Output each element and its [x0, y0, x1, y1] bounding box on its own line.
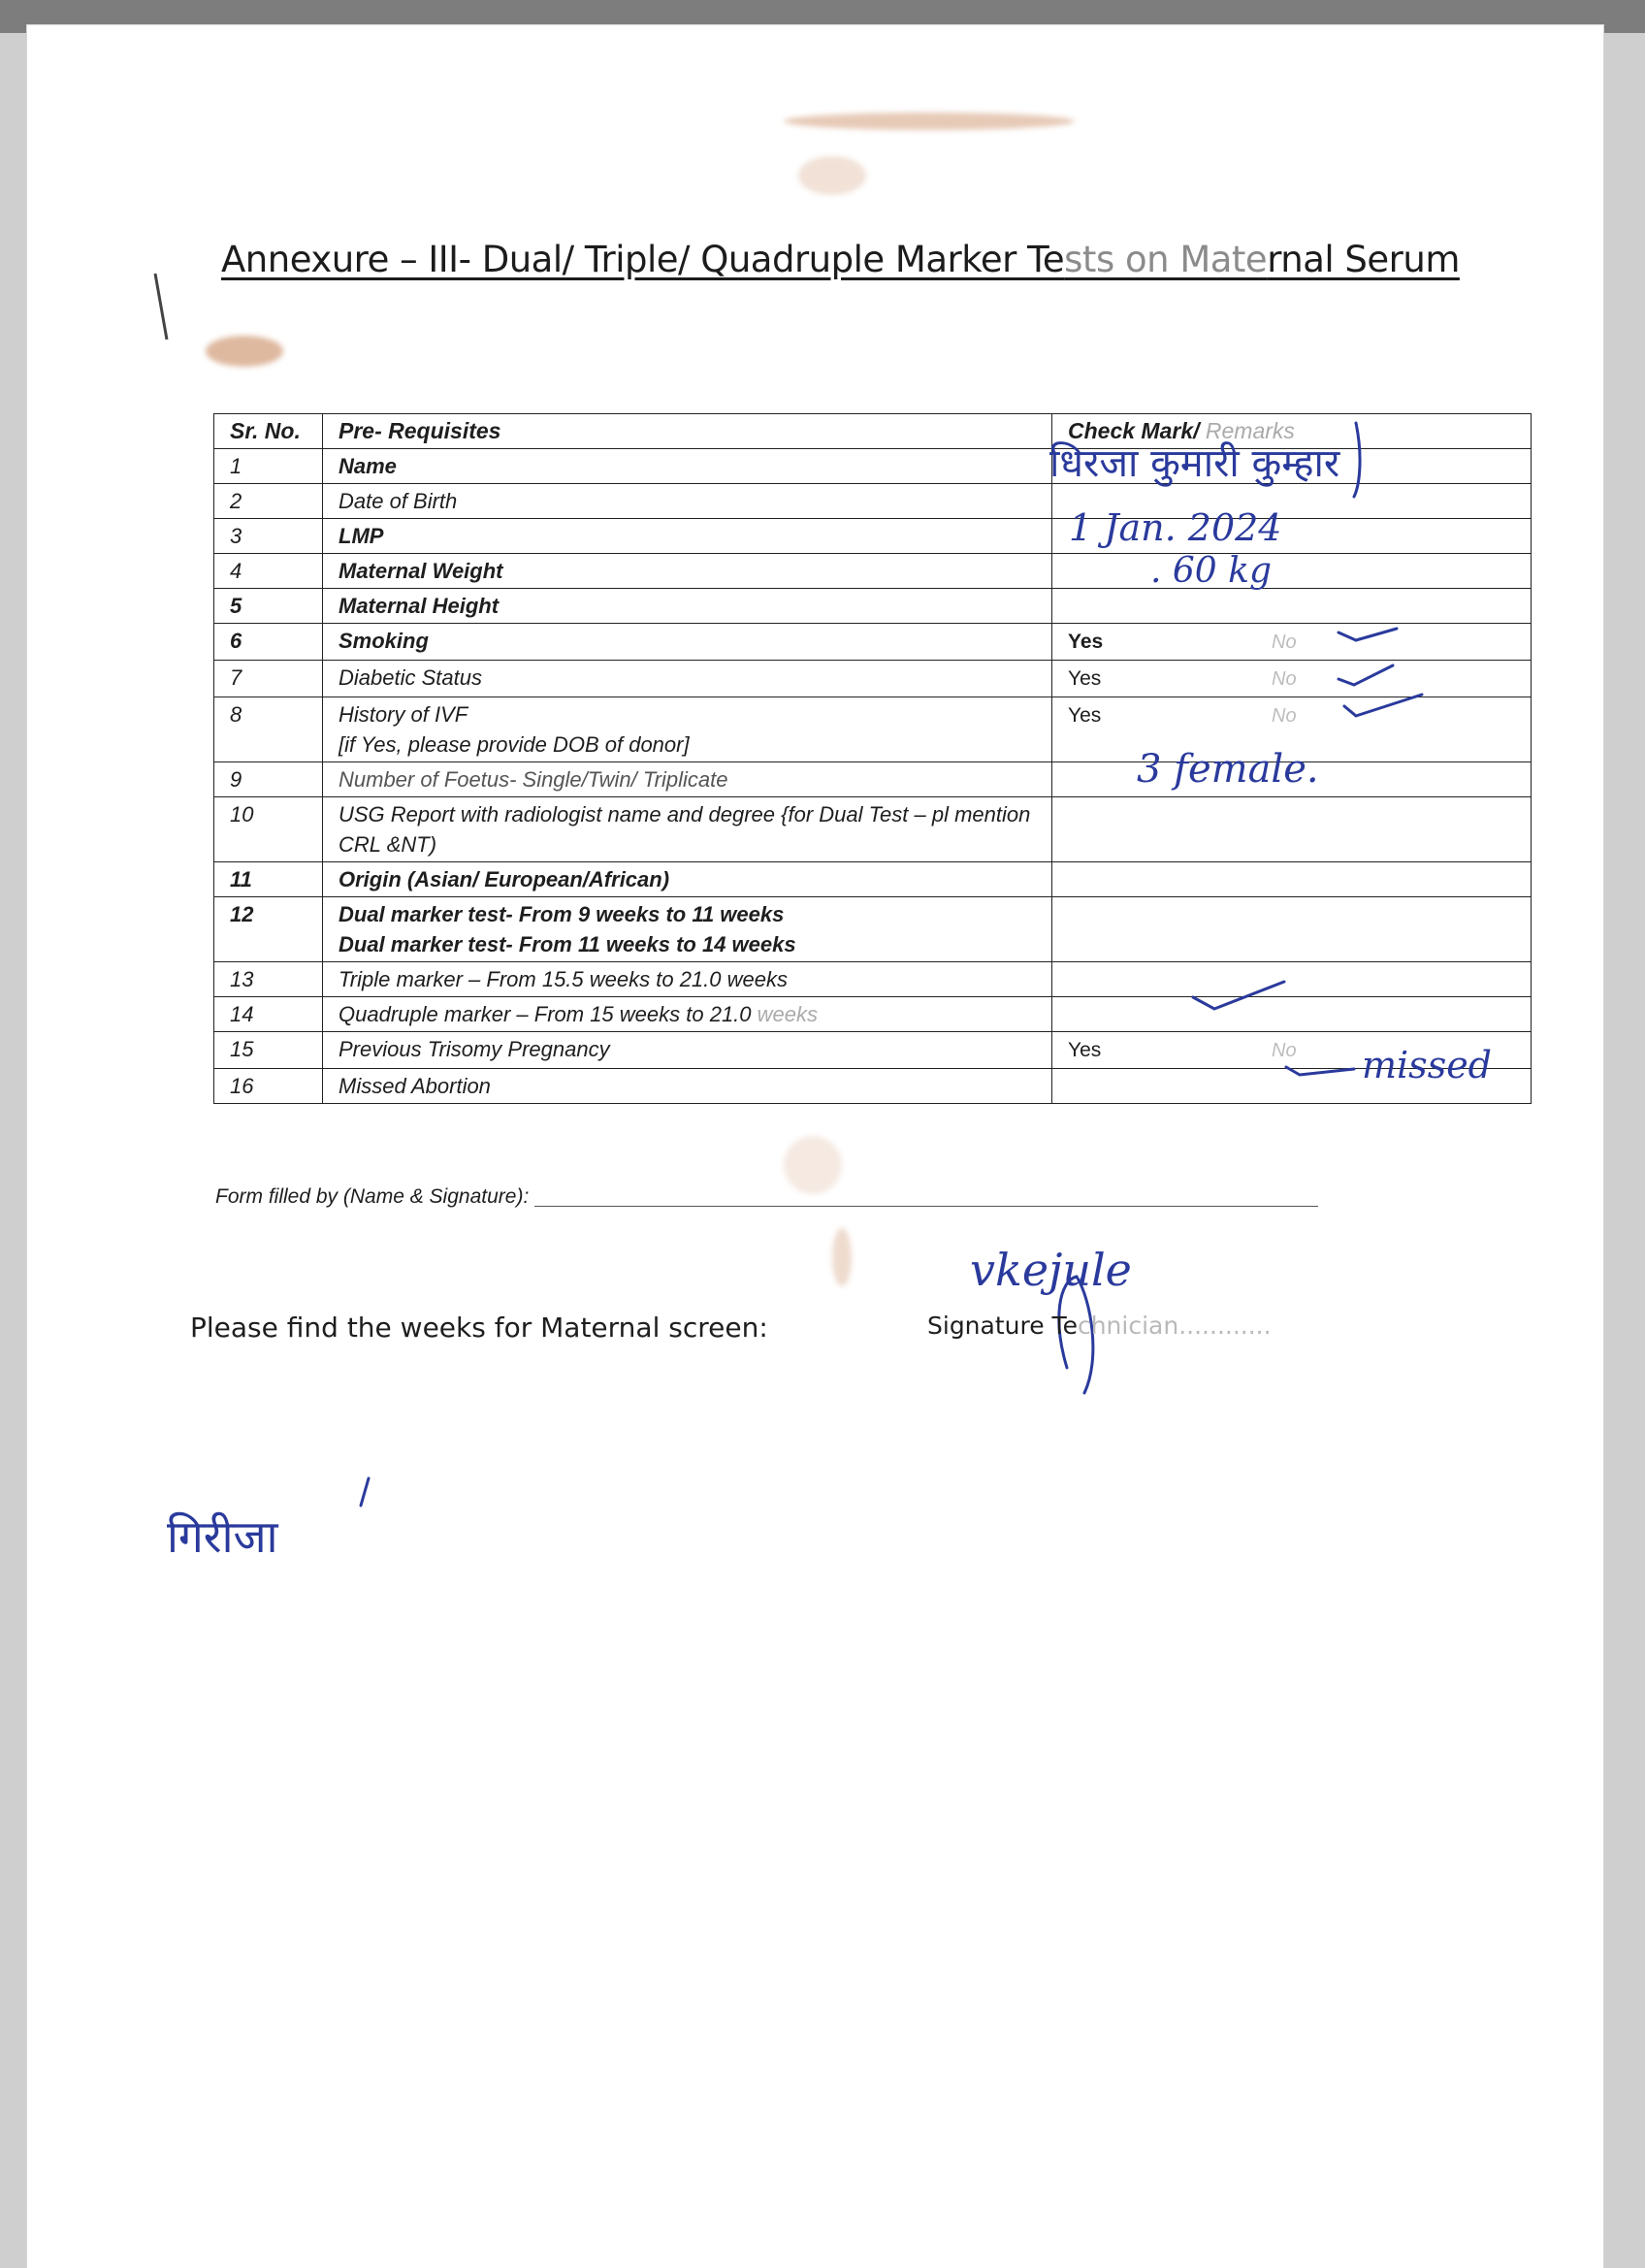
ink-stroke: [1354, 423, 1360, 497]
check-mark-icon: [1339, 629, 1397, 640]
table-row: 4 Maternal Weight: [214, 554, 1532, 589]
table-row: 1 Name: [214, 449, 1532, 484]
table-row: 6 Smoking Yes No: [214, 624, 1532, 661]
signature-line: [534, 1206, 1318, 1207]
weeks-label: Please find the weeks for Maternal screen:: [190, 1312, 768, 1344]
ink-stroke: [361, 1478, 369, 1506]
signature-technician: Signature Technician............: [927, 1312, 1272, 1340]
table-row: 13 Triple marker – From 15.5 weeks to 21.0 weeks: [214, 962, 1532, 997]
table-row: 11 Origin (Asian/ European/African): [214, 862, 1532, 897]
pencil-mark: [155, 274, 167, 340]
table-row: 16 Missed Abortion: [214, 1069, 1532, 1104]
handwritten-weight: . 60 kg: [1150, 551, 1272, 591]
handwritten-missed: missed: [1362, 1044, 1493, 1086]
table-row: 10 USG Report with radiologist name and degree {for Dual Test – pl mention CRL &NT): [214, 797, 1532, 862]
table-row: 8 History of IVF [if Yes, please provide DOB of donor] Yes No: [214, 697, 1532, 762]
header-sr-no: Sr. No.: [214, 414, 323, 449]
table-row: 5 Maternal Height: [214, 589, 1532, 624]
table-row: 14 Quadruple marker – From 15 weeks to 21.0 weeks: [214, 997, 1532, 1032]
check-mark-icon: [1339, 665, 1393, 685]
header-check-mark: Check Mark/ Remarks: [1052, 414, 1532, 449]
technician-signature: vkejule: [970, 1244, 1132, 1296]
table-row: 3 LMP: [214, 519, 1532, 554]
form-filled-by: Form filled by (Name & Signature):: [215, 1185, 1318, 1209]
table-row: 2 Date of Birth: [214, 484, 1532, 519]
handwritten-lmp: 1 Jan. 2024: [1069, 506, 1282, 549]
table-row: 12 Dual marker test- From 9 weeks to 11 weeks Dual marker test- From 11 weeks to 14 weeks: [214, 897, 1532, 962]
table-row: 7 Diabetic Status Yes No: [214, 661, 1532, 697]
check-mark-icon: [1344, 695, 1422, 716]
handwritten-initials: गिरीजा: [167, 1510, 278, 1563]
page-title: Annexure – III- Dual/ Triple/ Quadruple Marker Tests on Maternal Serum: [221, 239, 1460, 280]
check-mark-icon: [1286, 1067, 1354, 1075]
check-mark-icon: [1193, 982, 1284, 1009]
handwritten-foetus: 3 female.: [1137, 747, 1319, 792]
handwritten-name: धिरजा कुमारी कुम्हार: [1049, 441, 1340, 486]
table-row: 15 Previous Trisomy Pregnancy Yes No: [214, 1032, 1532, 1069]
header-prerequisites: Pre- Requisites: [323, 414, 1052, 449]
table-row: 9 Number of Foetus- Single/Twin/ Triplicate: [214, 762, 1532, 797]
